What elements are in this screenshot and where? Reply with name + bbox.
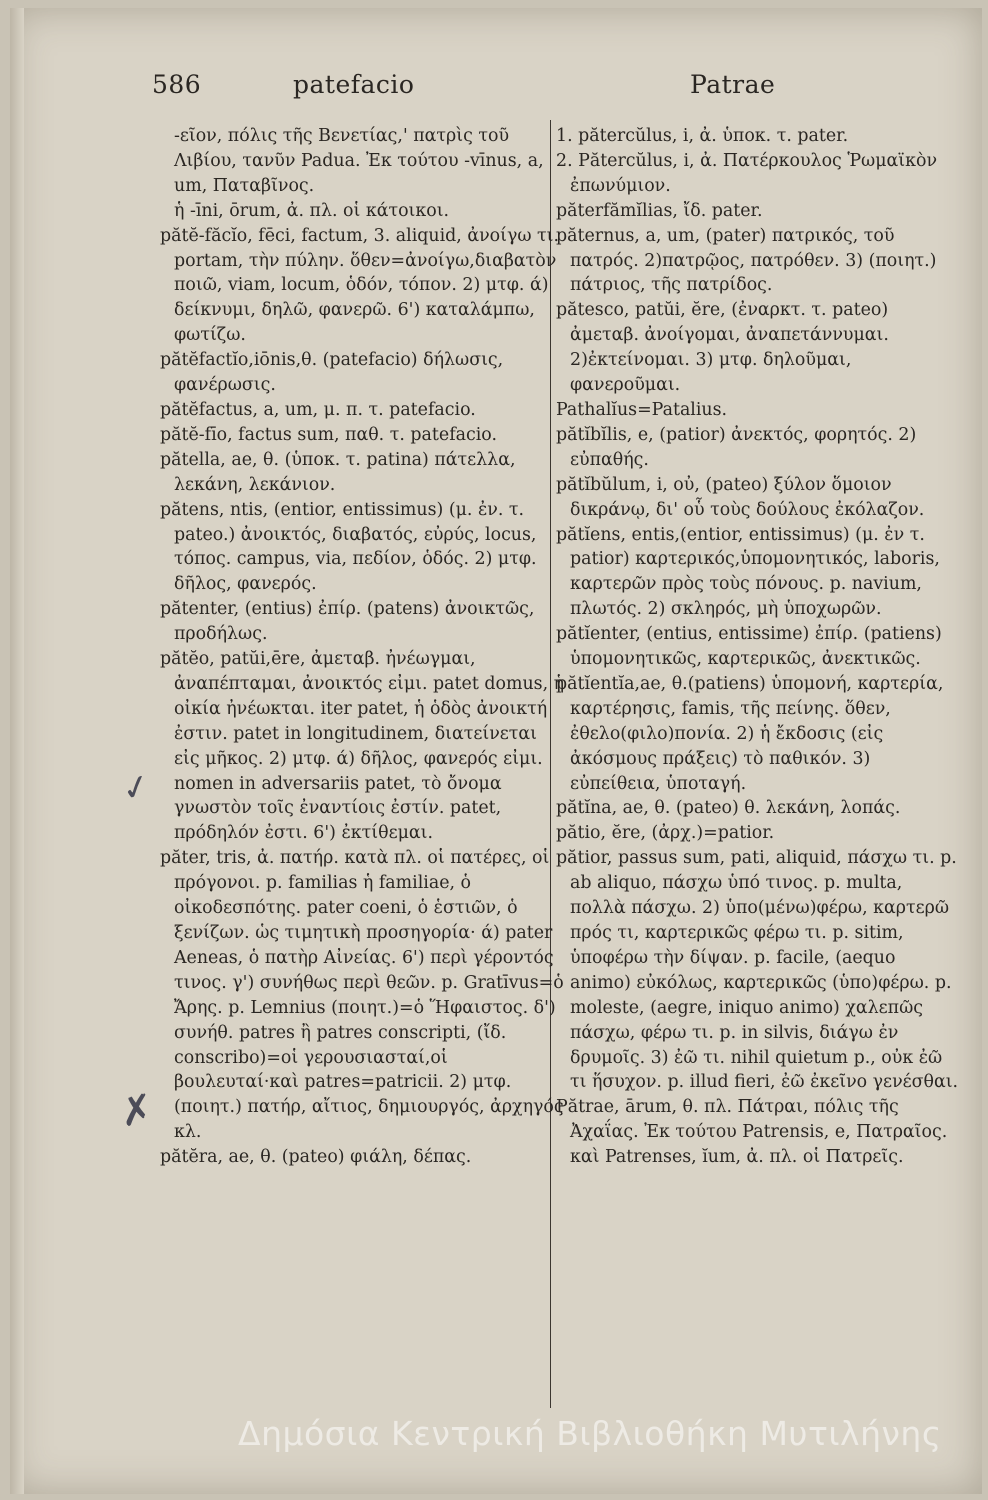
right-guide-word: Patrae: [690, 70, 776, 99]
dictionary-entry: pătio, ĕre, (ἀρχ.)=patior.: [556, 823, 775, 844]
dictionary-entry: pătenter, (entius) ἐπίρ. (patens) ἀνοικτῶς, προδήλως.: [160, 599, 535, 645]
page-edge: [10, 8, 24, 1494]
dictionary-entry: pătĭenter, (entius, entissime) ἐπίρ. (patiens) ὑπομονητικῶς, καρτερικῶς, ἀνεκτικῶς.: [556, 624, 942, 670]
dictionary-entry: pătesco, patŭi, ĕre, (ἐναρκτ. τ. pateo) ἀμεταβ. ἀνοίγομαι, ἀναπετάννυμαι. 2)ἐκτείνομαι. 3) μτφ. δηλοῦμαι, φανεροῦμαι.: [556, 300, 889, 396]
dictionary-page: [10, 8, 982, 1494]
library-watermark: Δημόσια Κεντρική Βιβλιοθήκη Μυτιλήνης: [238, 1414, 942, 1453]
dictionary-entry: pătella, ae, θ. (ὑποκ. τ. patina) πάτελλα, λεκάνη, λεκάνιον.: [160, 449, 516, 495]
dictionary-entry: pătĕfactĭo,iōnis,θ. (patefacio) δήλωσις, φανέρωσις.: [160, 350, 504, 396]
page-number: 586: [152, 70, 202, 99]
dictionary-entry: păter, tris, ἀ. πατήρ. κατὰ πλ. οἱ πατέρες, οἱ πρόγονοι. p. familias ἡ familiae, ὁ οἰκοδεσπότης. pater coeni, ὁ ἑστιῶν, ὁ ξενίζων. ὡς τιμητικὴ προσηγορία· ά) pater Aeneas, ὁ πατὴρ Αἰνείας. 6') περὶ γέροντός τινος. γ') συνήθως περὶ θεῶν. p. Gratīvus=ὁ Ἄρης. p. Lemnius (ποιητ.)=ὁ Ἥφαιστος. δ') συνήθ. patres ἢ patres conscripti, (ἴδ. conscribo)=οἱ γερουσιασταί,οἱ βουλευταί·καὶ patres=patricii. 2) μτφ. (ποιητ.) πατήρ, αἴτιος, δημιουργός, ἀρχηγός κλ.: [160, 848, 564, 1143]
dictionary-entry: Pătrae, ārum, θ. πλ. Πάτραι, πόλις τῆς Ἀχαΐας. Ἐκ τούτου Patrensis, e, Πατραῖος. καὶ Patrenses, ĭum, ἀ. πλ. οἱ Πατρεῖς.: [556, 1097, 948, 1168]
right-column: [556, 124, 961, 1170]
dictionary-entry: pătĕ-făcĭo, fēci, factum, 3. aliquid, ἀνοίγω τι. portam, τὴν πύλην. ὅθεν=ἀνοίγω,διαβατὸν ποιῶ, viam, locum, ὁδόν, τόπον. 2) μτφ. ά) δείκνυμι, δηλῶ, φανερῶ. 6') καταλάμπω, φωτίζω.: [160, 225, 560, 346]
dictionary-entry: pătĕfactus, a, um, μ. π. τ. patefacio.: [160, 399, 476, 420]
dictionary-entry: Pathalĭus=Patalius.: [556, 399, 728, 420]
left-column: [160, 124, 565, 1170]
dictionary-entry: pătĕo, patŭi,ēre, ἀμεταβ. ἠνέωγμαι, ἀναπέπταμαι, ἀνοικτός εἰμι. patet domus, ἡ οἰκία ἠνέωκται. iter patet, ἡ ὁδὸς ἀνοικτή ἐστιν. patet in longitudinem, διατείνεται εἰς μῆκος. 2) μτφ. ά) δῆλος, φανερός εἰμι. nomen in adversariis patet, τὸ ὄνομα γνωστὸν τοῖς ἐναντίοις ἐστίν. patet, πρόδηλόν ἐστι. 6') ἐκτίθεμαι.: [160, 649, 565, 844]
dictionary-entry: pătĭna, ae, θ. (pateo) θ. λεκάνη, λοπάς.: [556, 798, 901, 819]
dictionary-entry: pătĭens, entis,(entior, entissimus) (μ. ἐν τ. patior) καρτερικός,ὑπομονητικός, laboris, καρτερῶν πρὸς τοὺς πόνους. p. navium, πλωτός. 2) σκληρός, μὴ ὑποχωρῶν.: [556, 524, 940, 620]
dictionary-entry: pătĭbĭlis, e, (patior) ἀνεκτός, φορητός. 2) εὐπαθής.: [556, 424, 917, 470]
dictionary-entry: 1. pătercŭlus, i, ἀ. ὑποκ. τ. pater.: [556, 126, 849, 146]
margin-cross-mark: ✗: [116, 1085, 158, 1137]
left-guide-word: patefacio: [293, 70, 415, 99]
margin-tick-mark: ✓: [117, 764, 156, 812]
dictionary-entry: păterfămĭlias, ἴδ. pater.: [556, 200, 763, 221]
dictionary-entry: pătĕra, ae, θ. (pateo) φιάλη, δέπας.: [160, 1147, 472, 1168]
dictionary-entry: ἡ -īni, ōrum, ἀ. πλ. οἱ κάτοικοι.: [174, 200, 450, 221]
dictionary-entry: păternus, a, um, (pater) πατρικός, τοῦ πατρός. 2)πατρῷος, πατρόθεν. 3) (ποιητ.) πάτριος, τῆς πατρίδος.: [556, 225, 937, 296]
dictionary-entry: pătĭbŭlum, i, οὐ, (pateo) ξύλον ὅμοιον δικράνῳ, δι' οὗ τοὺς δούλους ἐκόλαζον.: [556, 474, 925, 520]
dictionary-entry: pătĭentĭa,ae, θ.(patiens) ὑπομονή, καρτερία, καρτέρησις, famis, τῆς πείνης. ὅθεν, ἐθελο(φιλο)πονία. 2) ἡ ἔκδοσις (εἰς ἀκόσμους πράξεις) τὸ παθικόν. 3) εὐπείθεια, ὑποταγή.: [556, 673, 944, 794]
dictionary-entry: pătior, passus sum, pati, aliquid, πάσχω τι. p. ab aliquo, πάσχω ὑπό τινος. p. multa, πολλὰ πάσχω. 2) ὑπο(μένω)φέρω, καρτερῶ πρός τι, καρτερικῶς φέρω τι. p. sitim, ὑποφέρω τὴν δίψαν. p. facile, (aequo animo) εὐκόλως, καρτερικῶς (ὑπο)φέρω. p. moleste, (aegre, iniquo animo) χαλεπῶς πάσχω, φέρω τι. p. in silvis, διάγω ἐν δρυμοῖς. 3) ἐῶ τι. nihil quietum p., οὐκ ἐῶ τι ἥσυχον. p. illud fieri, ἐῶ ἐκεῖνο γενέσθαι.: [556, 848, 959, 1093]
dictionary-entry: 2. Pătercŭlus, i, ἀ. Πατέρκουλος Ῥωμαϊκὸν ἐπωνύμιον.: [556, 150, 938, 196]
dictionary-entry: pătĕ-fīo, factus sum, παθ. τ. patefacio.: [160, 424, 497, 445]
dictionary-entry: -εῖον, πόλις τῆς Βενετίας,' πατρὶς τοῦ Λιβίου, τανῦν Padua. Ἐκ τούτου -vīnus, a, um, Παταβῖνος.: [174, 126, 544, 196]
dictionary-entry: pătens, ntis, (entior, entissimus) (μ. ἐν. τ. pateo.) ἀνοικτός, διαβατός, εὐρύς, locus, τόπος. campus, via, πεδίον, ὁδός. 2) μτφ. δῆλος, φανερός.: [160, 499, 537, 595]
